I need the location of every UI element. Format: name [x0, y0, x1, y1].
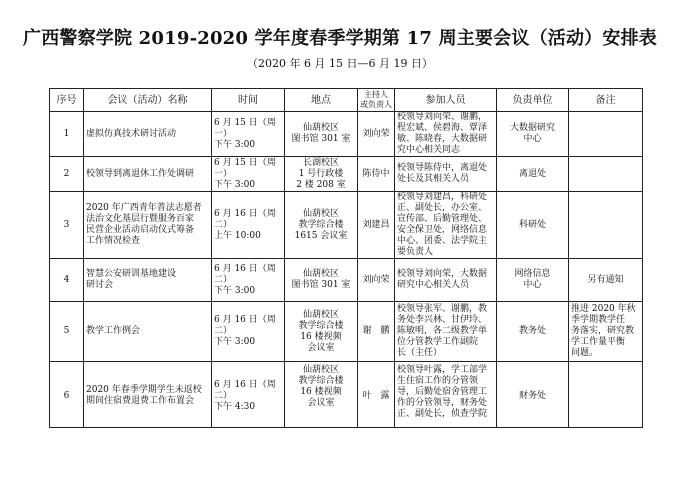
col-header-place: 地点	[285, 89, 358, 112]
cell-meeting-name: 智慧公安研训基地建设 研讨会	[84, 259, 212, 302]
cell-participants: 校领导刘向荣，大数据 研究中心相关人员	[395, 259, 497, 302]
cell-host: 陈侍中	[358, 157, 395, 192]
cell-time: 6 月 15 日（周一） 下午 3:00	[212, 157, 285, 192]
cell-time: 6 月 16 日（周二） 下午 3:00	[212, 259, 285, 302]
cell-participants: 校领导叶露，学工部学 生住宿工作的分管领 导，后勤处宿舍管理工 作的分管领导，财务处 正、副处长，侦查学院	[395, 362, 497, 428]
col-header-host: 主持人 或负责人	[358, 89, 395, 112]
table-row	[50, 112, 643, 157]
cell-participants: 校领导刘建昌，科研处 正、副处长，办公室、 宣传部、后勤管理处、 安全保卫处，网络信息 中心、团委、法学院主 要负责人	[395, 192, 497, 259]
cell-participants: 校领导张军、谢鹏，教 务处李兴林、甘伊玲、 陈敏明，各二级教学单 位分管教学工作副院 长（主任）	[395, 302, 497, 362]
cell-no: 5	[50, 302, 84, 362]
col-header-note: 备注	[569, 89, 643, 112]
cell-place: 仙葫校区 图书馆 301 室	[285, 112, 358, 157]
cell-meeting-name: 2020 年广西青年普法志愿者 法治文化基层行暨服务百家 民营企业活动启动仪式筹备 工作情况检查	[84, 192, 212, 259]
cell-host: 刘向荣	[358, 112, 395, 157]
col-header-participants: 参加人员	[395, 89, 497, 112]
cell-note: 另有通知	[569, 259, 643, 302]
cell-no: 2	[50, 157, 84, 192]
cell-meeting-name: 校领导到离退休工作处调研	[84, 157, 212, 192]
cell-time: 6 月 16 日（周二） 上午 10:00	[212, 192, 285, 259]
cell-unit: 网络信息 中心	[497, 259, 569, 302]
cell-place: 仙葫校区 教学综合楼 16 楼视频 会议室	[285, 302, 358, 362]
schedule-table	[49, 88, 643, 428]
cell-unit: 教务处	[497, 302, 569, 362]
cell-note	[569, 192, 643, 259]
col-header-unit: 负责单位	[497, 89, 569, 112]
cell-unit: 科研处	[497, 192, 569, 259]
cell-no: 6	[50, 362, 84, 428]
cell-place: 长湖校区 1 号行政楼 2 楼 208 室	[285, 157, 358, 192]
cell-host: 刘建昌	[358, 192, 395, 259]
cell-meeting-name: 教学工作例会	[84, 302, 212, 362]
col-header-no: 序号	[50, 89, 84, 112]
cell-no: 3	[50, 192, 84, 259]
cell-place: 仙葫校区 教学综合楼 16 楼视频 会议室	[285, 362, 358, 428]
cell-meeting-name: 2020 年春季学期学生未返校 期间住宿费退费工作布置会	[84, 362, 212, 428]
table-row	[50, 192, 643, 259]
cell-time: 6 月 15 日（周一） 下午 3:00	[212, 112, 285, 157]
col-header-time: 时间	[212, 89, 285, 112]
page-title: 广西警察学院 2019-2020 学年度春季学期第 17 周主要会议（活动）安排表	[23, 28, 657, 49]
table-row	[50, 362, 643, 428]
cell-meeting-name: 虚拟仿真技术研讨活动	[84, 112, 212, 157]
cell-unit: 财务处	[497, 362, 569, 428]
date-range-subtitle: （2020 年 6 月 15 日—6 月 19 日）	[247, 57, 433, 70]
cell-participants: 校领导陈侍中，离退处 处长及其相关人员	[395, 157, 497, 192]
cell-note	[569, 157, 643, 192]
cell-time: 6 月 16 日（周二） 下午 4:30	[212, 362, 285, 428]
cell-host: 谢 鹏	[358, 302, 395, 362]
cell-unit: 离退处	[497, 157, 569, 192]
cell-host: 叶 露	[358, 362, 395, 428]
table-header-row	[50, 89, 643, 112]
table-row	[50, 157, 643, 192]
cell-place: 仙葫校区 图书馆 301 室	[285, 259, 358, 302]
cell-note: 推进 2020 年秋 季学期教学任 务落实，研究教 学工作量平衡 问题。	[569, 302, 643, 362]
table-row	[50, 259, 643, 302]
cell-participants: 校领导刘向荣、谢鹏， 程宏斌、侯碧海、覃泽 敏、陈晓春，大数据研 究中心相关同志	[395, 112, 497, 157]
cell-time: 6 月 16 日（周二） 下午 3:00	[212, 302, 285, 362]
cell-no: 1	[50, 112, 84, 157]
col-header-name: 会议（活动）名称	[84, 89, 212, 112]
cell-no: 4	[50, 259, 84, 302]
cell-unit: 大数据研究 中心	[497, 112, 569, 157]
cell-note	[569, 362, 643, 428]
cell-place: 仙葫校区 教学综合楼 1615 会议室	[285, 192, 358, 259]
cell-host: 刘向荣	[358, 259, 395, 302]
cell-note	[569, 112, 643, 157]
table-row	[50, 302, 643, 362]
